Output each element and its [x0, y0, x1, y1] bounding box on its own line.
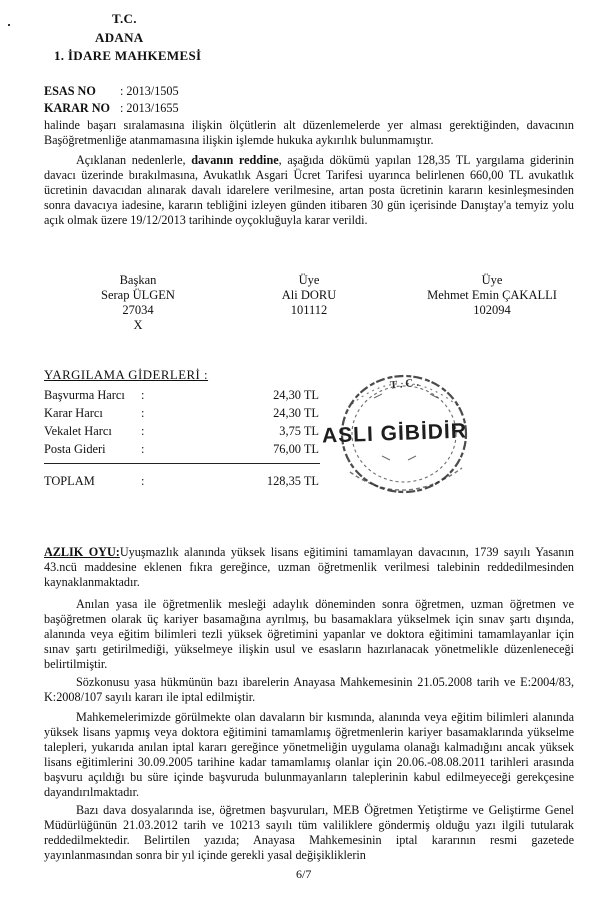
fees-title: YARGILAMA GİDERLERİ :: [44, 368, 209, 382]
fee-sep: :: [141, 406, 145, 420]
dissent-text-3: Sözkonusu yasa hükmünün bazı ibarelerin Anayasa Mahkemesinin 21.05.2008 tarih ve E:2004/83, K:2008/107 sayılı kararı ile iptal edilmiştir.: [44, 675, 574, 704]
decision-verdict: davanın reddine: [191, 153, 279, 167]
body-paragraph-2: [44, 153, 574, 228]
body-paragraph-1: [44, 118, 574, 148]
fee-row: [44, 424, 324, 439]
signature-name: Serap ÜLGEN: [101, 288, 175, 302]
fee-row: [44, 442, 324, 457]
signature-role: Üye: [481, 273, 503, 287]
fee-label: Vekalet Harcı: [44, 424, 112, 438]
dissent-text-5: Bazı dava dosyalarında ise, öğretmen başvuruları, MEB Öğretmen Yetiştirme ve Geliştirme Genel Müdürlüğünün 21.03.2012 tarih ve 10213 sayılı tüm valiliklere göndermiş olduğu yazı ilgili tutularak reddedilmektedir. Belirtilen yazıda; Anayasa Mahkemesinin iptal kararının resmi gazetede yayınlanmasından sonra bir yıl içinde gerekli yasal değişikliklerin: [44, 803, 574, 862]
certified-copy-stamp: [312, 364, 512, 524]
body-text-2: [44, 153, 574, 228]
fee-total-amount: 128,35 TL: [266, 474, 319, 488]
fee-amount: 76,00 TL: [273, 442, 319, 456]
fee-label: Posta Gideri: [44, 442, 106, 456]
signature-president: [58, 273, 218, 333]
signature-mark: X: [133, 318, 143, 332]
fee-row: [44, 406, 324, 421]
karar-value: : 2013/1655: [120, 101, 179, 115]
dissent-title: AZLIK OYU:: [44, 545, 120, 559]
header-city: ADANA: [95, 30, 144, 45]
fee-label: Karar Harcı: [44, 406, 103, 420]
dissent-paragraph-5: [44, 803, 574, 863]
dissent-paragraph-1: [44, 545, 574, 590]
signature-id: 101112: [290, 303, 328, 317]
signature-member-1: [229, 273, 389, 318]
scan-speck: [8, 24, 10, 26]
esas-line: [44, 84, 179, 99]
esas-label: ESAS NO: [44, 84, 96, 98]
fee-amount: 3,75 TL: [279, 424, 319, 438]
fee-sep: :: [141, 442, 145, 456]
signature-id: 102094: [473, 303, 511, 317]
fee-sep: :: [141, 424, 145, 438]
dissent-text-1: [44, 545, 574, 590]
esas-value: : 2013/1505: [120, 84, 179, 98]
fee-amount: 24,30 TL: [273, 388, 319, 402]
body-text-1: halinde başarı sıralamasına ilişkin ölçütlerin alt düzenlemelerde yer alması gerektiğinden, davacının Başöğretmenliğe atanmamasına ilişkin işlemde hukuka aykırılık bulunmamıştır.: [44, 118, 574, 147]
dissent-paragraph-2: [44, 597, 574, 672]
fee-total-label: TOPLAM: [44, 474, 95, 488]
stamp-main-text: ASLI GİBİDİR: [321, 419, 468, 448]
fee-row: [44, 388, 324, 403]
header-country: T.C.: [112, 11, 137, 26]
fee-total-row: [44, 474, 324, 489]
decision-intro: Açıklanan nedenlerle,: [76, 153, 192, 167]
dissent-body-1: Uyuşmazlık alanında yüksek lisans eğitimini tamamlayan davacının, 1739 sayılı Yasanın 43.ncü maddesine eklenen fıkra gereğince, uzman öğretmenlik verilmesi talebinin reddedilmesinden kaynaklanmaktadır.: [44, 545, 574, 589]
fee-sep: :: [141, 388, 145, 402]
signature-name: Ali DORU: [281, 288, 337, 302]
signature-member-2: [392, 273, 592, 318]
fee-amount: 24,30 TL: [273, 406, 319, 420]
stamp-ring-text: T.C.: [389, 376, 423, 392]
dissent-paragraph-4: [44, 710, 574, 800]
signature-role: Üye: [298, 273, 320, 287]
karar-label: KARAR NO: [44, 101, 111, 115]
fee-label: Başvurma Harcı: [44, 388, 125, 402]
signature-name: Mehmet Emin ÇAKALLI: [427, 288, 557, 302]
dissent-text-2: Anılan yasa ile öğretmenlik mesleği adaylık döneminden sonra öğretmen, uzman öğretmen ve başöğretmen olarak üç kariyer basamağına ayrılmış, bu basamaklara yükselmek için sınav şartı dışında, alanında veya eğitim bilimleri tezli yüksek öğretimini yapanlar ve doktora eğitimini tamamlayanlar için sınav şartı getirilmediği, yükselmeye ilişkin usul ve esasların hazırlanacak yönetmelikle düzenleneceği belirtilmiştir.: [44, 597, 574, 671]
decision-details: , aşağıda dökümü yapılan 128,35 TL yargılama giderinin davacı üzerinde bırakılmasına, Avukatlık Asgari Ücret Tarifesi uyarınca belirlenen 660,00 TL avukatlık ücretinin davacıdan alınarak davalı idarelere verilmesine, artan posta ücretinin kararın kesinleşmesinden sonra davacıya iadesine, kararın tebliğini izleyen günden itibaren 30 gün içerisinde Danıştay'a temyiz yolu açık olmak üzere 19/12/2013 tarihinde oyçokluğuyla karar verildi.: [44, 153, 574, 227]
fee-total-sep: :: [141, 474, 145, 488]
header-court: 1. İDARE MAHKEMESİ: [54, 48, 202, 63]
dissent-paragraph-3: [44, 675, 574, 705]
fees-divider: [44, 463, 320, 464]
page-number: 6/7: [296, 867, 312, 881]
karar-line: [44, 101, 179, 116]
dissent-text-4: Mahkemelerimizde görülmekte olan davaların bir kısmında, alanında veya eğitim bilimleri alanında yüksek lisans yapmış veya doktora eğitimini tamamlamış öğretmenlerin kariyer basamaklarında yükselme talepleri, yukarıda anılan iptal kararı gereğince yönetmeliğin uygulama olanağı kalmadığını ancak yüksek lisans eğitimlerini 30.09.2005 tarihine kadar tamamlamış olanlar için 20.06.-08.08.2011 tarihleri arasında başvuru açıldığı bu süre içinde başvuruda bulunmayanların taleplerinin kabul edilmeyeceği gerekçesine dayandırılmaktadır.: [44, 710, 574, 799]
signature-id: 27034: [122, 303, 154, 317]
signature-role: Başkan: [119, 273, 157, 287]
